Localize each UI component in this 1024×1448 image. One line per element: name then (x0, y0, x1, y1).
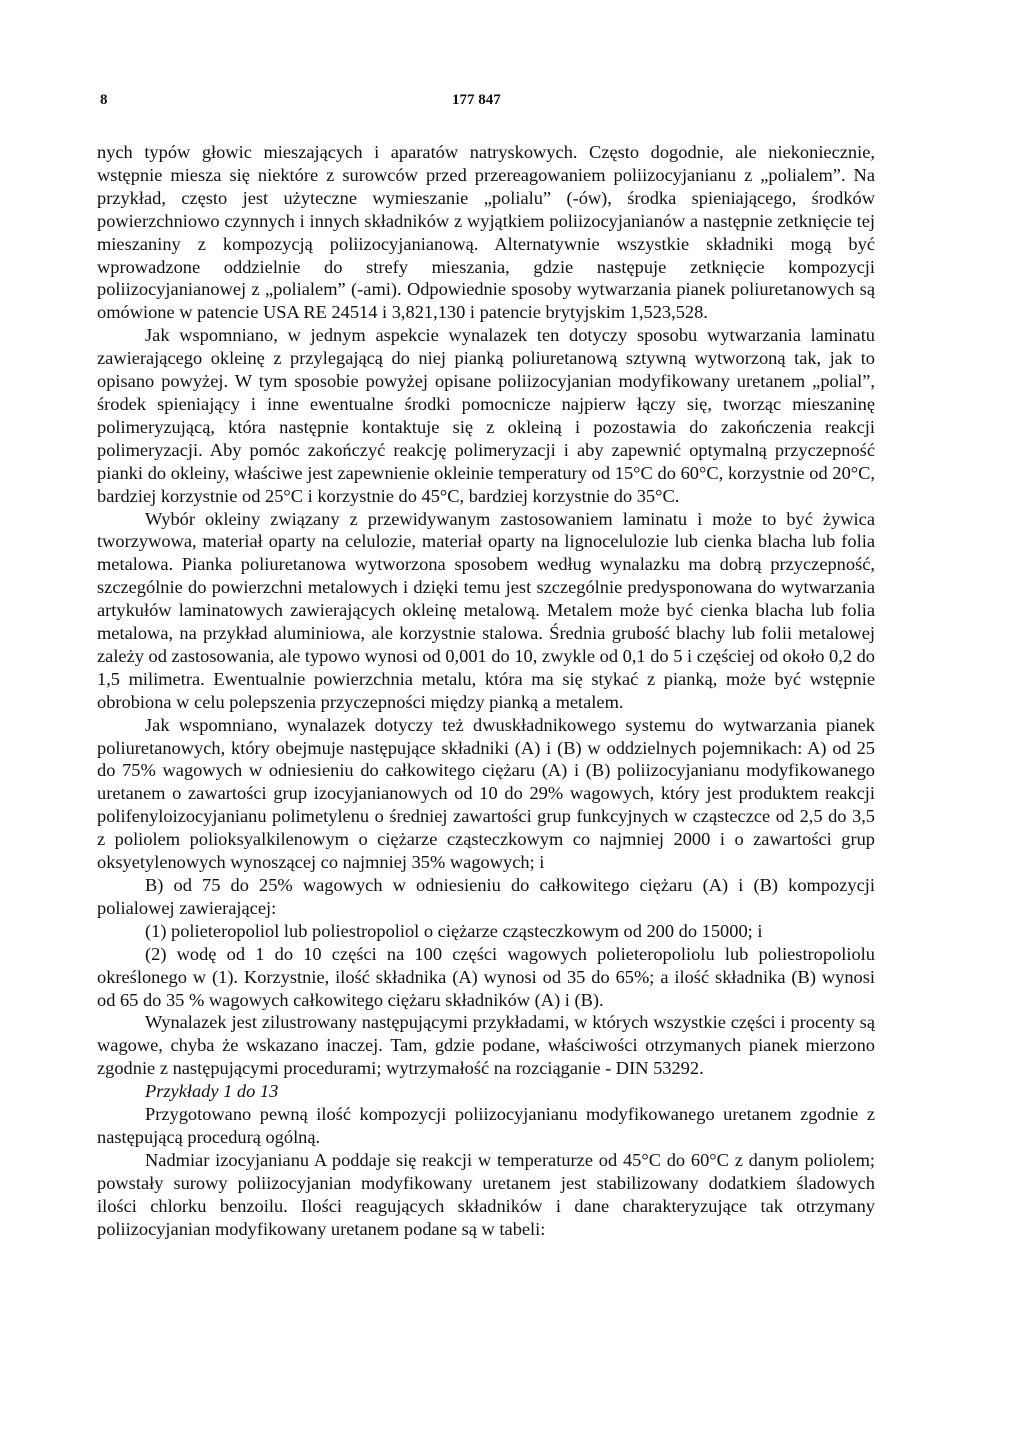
body-text (97, 141, 875, 1241)
paragraph-10: Nadmiar izocyjanianu A poddaje się reakcji w temperaturze od 45°C do 60°C z danym poliolem; powstały surowy poliizocyjanian modyfikowany uretanem jest stabilizowany dodatkiem śladowych ilości chlorku benzoilu. Ilości reagujących składników i dane charakteryzujące tak otrzymany poliizocyjanian modyfikowany uretanem podane są w tabeli: (97, 1149, 875, 1239)
examples-heading: Przykłady 1 do 13 (145, 1081, 279, 1102)
paragraph-5: B) od 75 do 25% wagowych w odniesieniu do całkowitego ciężaru (A) i (B) kompozycji polialowej zawierającej: (97, 875, 875, 918)
paragraph-1: nych typów głowic mieszających i aparatów natryskowych. Często dogodnie, ale niekoniecznie, wstępnie miesza się niektóre z surowców przed przereagowaniem poliizocyjanianu z „polialem”. Na przykład, często jest użyteczne wymieszanie „polialu” (-ów), środka spieniającego, środków powierzchniowo czynnych i innych składników z wyjątkiem poliizocyjanianów a następnie zetknięcie tej mieszaniny z kompozycją poliizocyjanianową. Alternatywnie wszystkie składniki mogą być wprowadzone oddzielnie do strefy mieszania, gdzie następuje zetknięcie kompozycji poliizocyjanianowej z „polialem” (-ami). Odpowiednie sposoby wytwarzania pianek poliuretanowych są omówione w patencie USA RE 24514 i 3,821,130 i patencie brytyjskim 1,523,528. (97, 142, 875, 323)
page-header (100, 92, 880, 114)
document-number: 177 847 (452, 92, 501, 108)
page-number: 8 (100, 92, 108, 108)
paragraph-9: Przygotowano pewną ilość kompozycji poliizocyjanianu modyfikowanego uretanem zgodnie z następującą procedurą ogólną. (97, 1104, 875, 1147)
paragraph-2: Jak wspomniano, w jednym aspekcie wynalazek ten dotyczy sposobu wytwarzania laminatu zawierającego okleinę z przylegającą do niej pianką poliuretanową sztywną wytworzoną tak, jak to opisano powyżej. W tym sposobie powyżej opisane poliizocyjanian modyfikowany uretanem „polial”, środek spieniający i inne ewentualne środki pomocnicze najpierw łączy się, tworząc mieszaninę polimeryzującą, która następnie kontaktuje się z okleiną i pozostawia do zakończenia reakcji polimeryzacji. Aby pomóc zakończyć reakcję polimeryzacji i aby zapewnić optymalną przyczepność pianki do okleiny, właściwe jest zapewnienie okleinie temperatury od 15°C do 60°C, korzystnie od 20°C, bardziej korzystnie od 25°C i korzystnie do 45°C, bardziej korzystnie do 35°C. (97, 325, 875, 506)
paragraph-3: Wybór okleiny związany z przewidywanym zastosowaniem laminatu i może to być żywica tworzywowa, materiał oparty na celulozie, materiał oparty na lignocelulozie lub cienka blacha lub folia metalowa. Pianka poliuretanowa wytworzona sposobem według wynalazku ma dobrą przyczepność, szczególnie do powierzchni metalowych i dzięki temu jest szczególnie predysponowana do wytwarzania artykułów laminatowych zawierających okleinę metalową. Metalem może być cienka blacha lub folia metalowa, na przykład aluminiowa, ale korzystnie stalowa. Średnia grubość blachy lub folii metalowej zależy od zastosowania, ale typowo wynosi od 0,001 do 10, zwykle od 0,1 do 5 i częściej od około 0,2 do 1,5 milimetra. Ewentualnie powierzchnia metalu, która ma się stykać z pianką, może być wstępnie obrobiona w celu polepszenia przyczepności między pianką a metalem. (97, 508, 875, 712)
paragraph-6: (1) polieteropoliol lub poliestropoliol o ciężarze cząsteczkowym od 200 do 15000; i (145, 920, 763, 941)
paragraph-4: Jak wspomniano, wynalazek dotyczy też dwuskładnikowego systemu do wytwarzania pianek poliuretanowych, który obejmuje następujące składniki (A) i (B) w oddzielnych pojemnikach: A) od 25 do 75% wagowych w odniesieniu do całkowitego ciężaru (A) i (B) poliizocyjanianu modyfikowanego uretanem o zawartości grup izocyjanianowych od 10 do 29% wagowych, który jest produktem reakcji polifenyloizocyjanianu polimetylenu o średniej zawartości grup funkcyjnych w cząsteczce od 2,5 do 3,5 z poliolem polioksyalkilenowym o ciężarze cząsteczkowym co najmniej 2000 i o zawartości grup oksyetylenowych wynoszącej co najmniej 35% wagowych; i (97, 714, 875, 873)
paragraph-8: Wynalazek jest zilustrowany następującymi przykładami, w których wszystkie części i procenty są wagowe, chyba że wskazano inaczej. Tam, gdzie podane, właściwości otrzymanych pianek mierzono zgodnie z następującymi procedurami; wytrzymałość na rozciąganie - DIN 53292. (97, 1012, 875, 1079)
paragraph-7: (2) wodę od 1 do 10 części na 100 części wagowych polieteropoliolu lub poliestropoliolu określonego w (1). Korzystnie, ilość składnika (A) wynosi od 35 do 65%; a ilość składnika (B) wynosi od 65 do 35 % wagowych całkowitego ciężaru składników (A) i (B). (97, 943, 875, 1010)
